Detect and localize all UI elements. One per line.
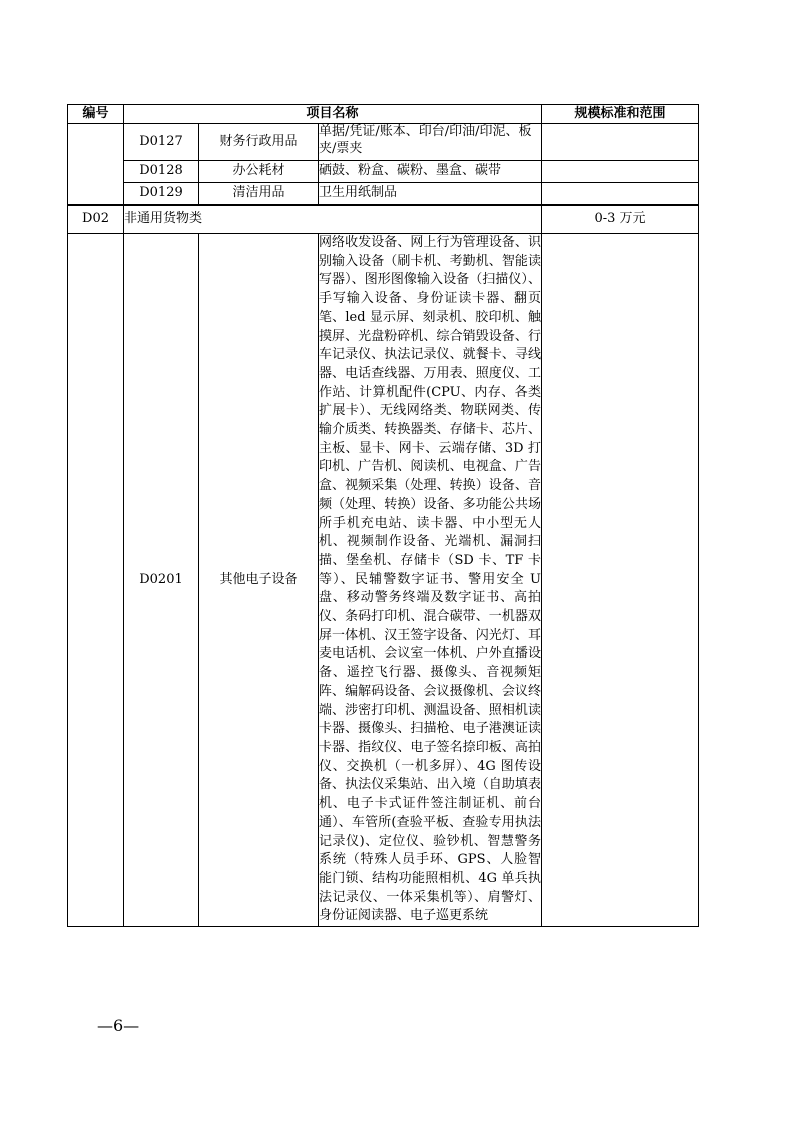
- item-list: 硒鼓、粉盒、碳粉、墨盒、碳带: [319, 161, 542, 183]
- item-code: D0201: [124, 234, 199, 927]
- item-category: 办公耗材: [199, 161, 319, 183]
- item-category: 其他电子设备: [199, 234, 319, 927]
- table-header-row: [68, 105, 699, 124]
- header-scope: 规模标准和范围: [542, 105, 699, 124]
- item-list: 卫生用纸制品: [319, 183, 542, 205]
- item-list: 单据/凭证/账本、印台/印油/印泥、板夹/票夹: [319, 124, 542, 161]
- item-category: 财务行政用品: [199, 124, 319, 161]
- item-category: 清洁用品: [199, 183, 319, 205]
- table-row: [68, 234, 699, 927]
- scope-cell: [542, 234, 699, 927]
- scope-cell-empty: [542, 183, 699, 205]
- header-item-name: 项目名称: [124, 105, 542, 124]
- table-row: [68, 124, 699, 161]
- group-code: D02: [68, 205, 124, 234]
- group-name: 非通用货物类: [124, 205, 542, 234]
- item-code: D0129: [124, 183, 199, 205]
- item-list: 网络收发设备、网上行为管理设备、识别输入设备（刷卡机、考勤机、智能读写器）、图形图像输入设备（扫描仪）、手写输入设备、身份证读卡器、翻页笔、led 显示屏、刻录机、胶印机、触摸屏、光盘粉碎机、综合销毁设备、行车记录仪、执法记录仪、就餐卡、寻线器、电话查线器、万用表、照度仪、工作站、计算机配件(CPU、内存、各类扩展卡）、无线网络类、物联网类、传输介质类、转换器类、存储卡、芯片、主板、显卡、网卡、云端存储、3D 打印机、广告机、阅读机、电视盒、广告盒、视频采集（处理、转换）设备、音频（处理、转换）设备、多功能公共场所手机充电站、读卡器、中小型无人机、视频制作设备、光端机、漏洞扫描、堡垒机、存储卡（SD 卡、TF 卡等）、民辅警数字证书、警用安全 U 盘、移动警务终端及数字证书、高拍仪、条码打印机、混合碳带、一机器双屏一体机、汉王签字设备、闪光灯、耳麦电话机、会议室一体机、户外直播设备、遥控飞行器、摄像头、音视频矩阵、编解码设备、会议摄像机、会议终端、涉密打印机、测温设备、照相机读卡器、摄像头、扫描枪、电子港澳证读卡器、指纹仪、电子签名捺印板、高拍仪、交换机（一机多屏）、4G 图传设备、执法仪采集站、出入境（自助填表机、电子卡式证件签注制证机、前台通）、车管所(查验平板、查验专用执法记录仪)、定位仪、验钞机、智慧警务系统（特殊人员手环、GPS、人脸智能门锁、结构功能照相机、4G 单兵执法记录仪、一体采集机等）、肩警灯、身份证阅读器、电子巡更系统: [319, 234, 542, 927]
- scope-cell-empty: [542, 161, 699, 183]
- table-row: [68, 183, 699, 205]
- page-number: —6—: [97, 1016, 140, 1035]
- group-row-d02: [68, 205, 699, 234]
- header-code: 编号: [68, 105, 124, 124]
- scope-cell-empty: [542, 124, 699, 161]
- code-cell-empty: [68, 124, 124, 205]
- item-code: D0127: [124, 124, 199, 161]
- code-cell-empty: [68, 234, 124, 927]
- table-row: [68, 161, 699, 183]
- group-scope: 0-3 万元: [542, 205, 699, 234]
- procurement-catalog-table: [67, 104, 699, 927]
- item-code: D0128: [124, 161, 199, 183]
